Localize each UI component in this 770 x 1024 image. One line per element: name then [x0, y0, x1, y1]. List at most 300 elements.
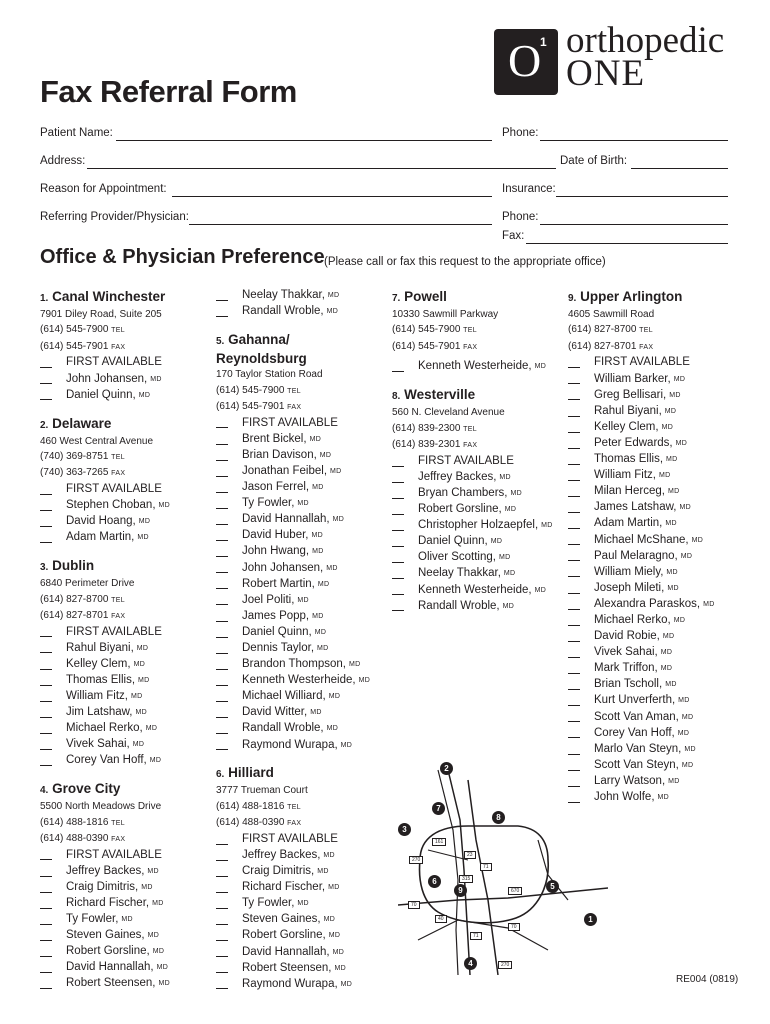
physician-name: Adam Martin,: [66, 531, 135, 544]
physician-option[interactable]: [40, 863, 210, 879]
patient-name-label: Patient Name:: [40, 127, 113, 139]
physician-name: John Hwang,: [242, 545, 310, 558]
checkbox-blank[interactable]: [568, 600, 580, 610]
physician-option[interactable]: [568, 516, 763, 532]
physician-option[interactable]: [568, 613, 763, 629]
physician-option[interactable]: [568, 661, 763, 677]
checkbox-blank[interactable]: [216, 708, 228, 718]
physician-option[interactable]: [40, 689, 210, 705]
physician-option[interactable]: [40, 928, 210, 944]
road-label: 40: [435, 915, 447, 923]
road-label: 270: [498, 961, 512, 969]
physician-name: FIRST AVAILABLE: [242, 416, 338, 429]
location-tel: (614) 827-8700 TEL: [40, 593, 125, 605]
checkbox-blank[interactable]: [40, 915, 52, 925]
phone-field[interactable]: [540, 140, 728, 141]
checkbox-blank[interactable]: [392, 489, 404, 499]
md-suffix: MD: [681, 713, 694, 721]
location-name: 4. Grove City: [40, 781, 121, 797]
physician-option[interactable]: [392, 470, 567, 486]
checkbox-blank[interactable]: [568, 712, 580, 722]
physician-name: FIRST AVAILABLE: [66, 625, 162, 638]
physician-option[interactable]: [568, 645, 763, 661]
physician-option[interactable]: [40, 944, 210, 960]
physician-name: David Hannallah,: [66, 961, 154, 974]
checkbox-blank[interactable]: [40, 485, 52, 495]
physician-name: Oliver Scotting,: [418, 551, 496, 564]
md-suffix: MD: [665, 681, 677, 689]
checkbox-blank[interactable]: [216, 724, 228, 734]
column-3: [392, 288, 567, 614]
physician-option[interactable]: [216, 625, 388, 641]
location-tel: (614) 488-1816 TEL: [216, 800, 301, 812]
physician-option[interactable]: [216, 288, 388, 304]
physician-option[interactable]: [568, 564, 763, 580]
md-suffix: MD: [317, 644, 329, 652]
road-label: 71: [470, 932, 482, 940]
checkbox-blank[interactable]: [216, 915, 228, 925]
physician-option[interactable]: [216, 641, 388, 657]
physician-option[interactable]: [568, 677, 763, 693]
physician-name: FIRST AVAILABLE: [418, 454, 514, 467]
physician-option[interactable]: [40, 705, 210, 721]
checkbox-blank[interactable]: [40, 947, 52, 957]
physician-option[interactable]: [216, 512, 388, 528]
physician-name: Thomas Ellis,: [66, 673, 136, 686]
physician-option[interactable]: [392, 502, 567, 518]
checkbox-blank[interactable]: [216, 435, 228, 445]
physician-option[interactable]: [568, 371, 763, 387]
section-note: (Please call or fax this request to the appropriate office): [324, 256, 606, 268]
checkbox-blank[interactable]: [40, 899, 52, 909]
physician-name: Brian Tscholl,: [594, 678, 663, 691]
patient-name-field[interactable]: [116, 140, 492, 141]
fax-field[interactable]: [526, 243, 728, 244]
checkbox-blank[interactable]: [392, 553, 404, 563]
md-suffix: MD: [503, 570, 516, 578]
md-suffix: MD: [677, 729, 690, 737]
checkbox-blank[interactable]: [392, 505, 404, 515]
checkbox-blank[interactable]: [216, 931, 228, 941]
physician-option[interactable]: [40, 673, 210, 689]
checkbox-blank[interactable]: [568, 680, 580, 690]
physician-option[interactable]: [568, 629, 763, 645]
md-suffix: MD: [703, 600, 715, 608]
reason-field[interactable]: [172, 196, 492, 197]
checkbox-blank[interactable]: [40, 931, 52, 941]
physician-option[interactable]: [392, 518, 567, 534]
md-suffix: MD: [323, 916, 336, 924]
checkbox-blank[interactable]: [392, 362, 404, 372]
first-available-option[interactable]: [216, 832, 388, 848]
map-roads: [398, 760, 608, 975]
checkbox-blank[interactable]: [216, 515, 228, 525]
physician-option[interactable]: [568, 420, 763, 436]
location-gahanna-reynoldsburg: [216, 331, 388, 753]
location-tel: (614) 488-1816 TEL: [40, 816, 125, 828]
checkbox-blank[interactable]: [216, 979, 228, 989]
checkbox-blank[interactable]: [568, 616, 580, 626]
physician-option[interactable]: [392, 486, 567, 502]
physician-option[interactable]: [216, 880, 388, 896]
physician-option[interactable]: [216, 464, 388, 480]
checkbox-blank[interactable]: [216, 579, 228, 589]
address-field[interactable]: [87, 168, 556, 169]
checkbox-blank[interactable]: [216, 595, 228, 605]
referring-field[interactable]: [189, 224, 492, 225]
physician-option[interactable]: [40, 498, 210, 514]
physician-option[interactable]: [40, 737, 210, 753]
map-marker-2: 2: [440, 762, 453, 775]
first-available-option[interactable]: [216, 415, 388, 431]
checkbox-blank[interactable]: [40, 390, 52, 400]
physician-option[interactable]: [392, 566, 567, 582]
physician-option[interactable]: [40, 960, 210, 976]
physician-option[interactable]: [40, 753, 210, 769]
physician-name: Neelay Thakkar,: [242, 289, 325, 302]
md-suffix: MD: [541, 522, 553, 530]
physician-name: David Hannallah,: [242, 513, 330, 526]
checkbox-blank[interactable]: [568, 648, 580, 658]
physician-name: FIRST AVAILABLE: [66, 848, 162, 861]
checkbox-blank[interactable]: [216, 483, 228, 493]
checkbox-blank[interactable]: [568, 471, 580, 481]
checkbox-blank[interactable]: [568, 503, 580, 513]
checkbox-blank[interactable]: [216, 867, 228, 877]
checkbox-blank[interactable]: [568, 407, 580, 417]
physician-option[interactable]: [216, 976, 388, 992]
physician-option[interactable]: [216, 592, 388, 608]
checkbox-blank[interactable]: [216, 660, 228, 670]
checkbox-blank[interactable]: [216, 883, 228, 893]
physician-option[interactable]: [40, 640, 210, 656]
physician-option[interactable]: [568, 452, 763, 468]
checkbox-blank[interactable]: [40, 676, 52, 686]
checkbox-blank[interactable]: [216, 418, 228, 428]
checkbox-blank[interactable]: [40, 643, 52, 653]
md-suffix: MD: [490, 538, 503, 546]
checkbox-blank[interactable]: [216, 467, 228, 477]
md-suffix: MD: [312, 612, 324, 620]
column-2: [216, 288, 388, 993]
checkbox-blank[interactable]: [568, 664, 580, 674]
md-suffix: MD: [661, 423, 674, 431]
checkbox-blank[interactable]: [40, 627, 52, 637]
physician-option[interactable]: [216, 689, 388, 705]
physician-option[interactable]: [40, 371, 210, 387]
md-suffix: MD: [675, 439, 688, 447]
md-suffix: MD: [664, 407, 677, 415]
physician-name: Michael McShane,: [594, 533, 689, 546]
map-marker-3: 3: [398, 823, 411, 836]
md-suffix: MD: [660, 665, 673, 673]
physician-option[interactable]: [216, 848, 388, 864]
physician-name: David Witter,: [242, 706, 308, 719]
checkbox-blank[interactable]: [40, 692, 52, 702]
checkbox-blank[interactable]: [216, 307, 228, 317]
physician-option[interactable]: [40, 657, 210, 673]
checkbox-blank[interactable]: [216, 531, 228, 541]
physician-option[interactable]: [216, 560, 388, 576]
checkbox-blank[interactable]: [568, 358, 580, 368]
md-suffix: MD: [327, 292, 340, 300]
first-available-option[interactable]: [392, 454, 567, 470]
location-fax: (614) 488-0390 FAX: [40, 832, 126, 844]
physician-option[interactable]: [40, 880, 210, 896]
md-suffix: MD: [665, 520, 677, 528]
checkbox-blank[interactable]: [216, 563, 228, 573]
physician-name: Michael Williard,: [242, 690, 326, 703]
location-map: [398, 760, 608, 975]
location-name: 8. Westerville: [392, 387, 476, 403]
first-available-option[interactable]: [568, 355, 763, 371]
checkbox-blank[interactable]: [392, 457, 404, 467]
physician-option[interactable]: [568, 500, 763, 516]
location-dublin: [40, 557, 210, 769]
physician-option[interactable]: [216, 304, 388, 320]
checkbox-blank[interactable]: [568, 567, 580, 577]
md-suffix: MD: [152, 948, 165, 956]
physician-option[interactable]: [216, 721, 388, 737]
checkbox-blank[interactable]: [568, 423, 580, 433]
physician-option[interactable]: [216, 960, 388, 976]
physician-option[interactable]: [568, 484, 763, 500]
phone2-field[interactable]: [540, 224, 728, 225]
checkbox-blank[interactable]: [40, 501, 52, 511]
physician-option[interactable]: [216, 432, 388, 448]
location-address: 4605 Sawmill Road: [568, 309, 655, 320]
checkbox-blank[interactable]: [568, 584, 580, 594]
location-grove-city: [40, 780, 210, 992]
physician-option[interactable]: [392, 359, 567, 375]
checkbox-blank[interactable]: [216, 851, 228, 861]
checkbox-blank[interactable]: [568, 374, 580, 384]
checkbox-blank[interactable]: [392, 537, 404, 547]
road-label: 270: [409, 856, 423, 864]
physician-option[interactable]: [568, 597, 763, 613]
location-fax: (614) 839-2301 FAX: [392, 439, 478, 451]
checkbox-blank[interactable]: [40, 979, 52, 989]
checkbox-blank[interactable]: [392, 569, 404, 579]
checkbox-blank[interactable]: [216, 499, 228, 509]
form-title: Fax Referral Form: [40, 74, 297, 109]
md-suffix: MD: [297, 500, 309, 508]
address-label: Address:: [40, 155, 86, 167]
checkbox-blank[interactable]: [216, 612, 228, 622]
checkbox-blank[interactable]: [568, 455, 580, 465]
checkbox-blank[interactable]: [568, 390, 580, 400]
physician-name: Joseph Mileti,: [594, 581, 665, 594]
physician-name: Ty Fowler,: [242, 897, 295, 910]
checkbox-blank[interactable]: [216, 451, 228, 461]
checkbox-blank[interactable]: [216, 676, 228, 686]
location-tel: (740) 369-8751 TEL: [40, 450, 125, 462]
physician-option[interactable]: [216, 609, 388, 625]
checkbox-blank[interactable]: [392, 521, 404, 531]
checkbox-blank[interactable]: [568, 487, 580, 497]
checkbox-blank[interactable]: [216, 291, 228, 301]
checkbox-blank[interactable]: [392, 585, 404, 595]
md-suffix: MD: [312, 548, 324, 556]
location-address: 3777 Trueman Court: [216, 785, 308, 797]
physician-option[interactable]: [568, 387, 763, 403]
physician-option[interactable]: [216, 673, 388, 689]
checkbox-blank[interactable]: [568, 632, 580, 642]
checkbox-blank[interactable]: [568, 439, 580, 449]
physician-option[interactable]: [40, 514, 210, 530]
checkbox-blank[interactable]: [216, 628, 228, 638]
md-suffix: MD: [158, 502, 171, 510]
physician-option[interactable]: [216, 657, 388, 673]
physician-name: Richard Fischer,: [242, 881, 326, 894]
location-upper-arlington: [568, 288, 763, 806]
road-label: 161: [432, 838, 446, 846]
dob-field[interactable]: [631, 168, 728, 169]
physician-option[interactable]: [568, 709, 763, 725]
physician-option[interactable]: [216, 896, 388, 912]
checkbox-blank[interactable]: [40, 374, 52, 384]
checkbox-blank[interactable]: [568, 728, 580, 738]
physician-option[interactable]: [392, 550, 567, 566]
physician-option[interactable]: [216, 544, 388, 560]
checkbox-blank[interactable]: [40, 850, 52, 860]
physician-option[interactable]: [216, 928, 388, 944]
checkbox-blank[interactable]: [568, 551, 580, 561]
checkbox-blank[interactable]: [40, 724, 52, 734]
physician-option[interactable]: [216, 528, 388, 544]
physician-name: William Fitz,: [594, 469, 656, 482]
physician-option[interactable]: [40, 912, 210, 928]
physician-name: Richard Fischer,: [66, 896, 150, 909]
first-available-option[interactable]: [40, 482, 210, 498]
first-available-option[interactable]: [40, 355, 210, 371]
md-suffix: MD: [534, 363, 547, 371]
location-address: 7901 Diley Road, Suite 205: [40, 309, 162, 320]
checkbox-blank[interactable]: [568, 745, 580, 755]
physician-option[interactable]: [216, 448, 388, 464]
physician-option[interactable]: [392, 582, 567, 598]
physician-name: James Popp,: [242, 609, 310, 622]
physician-name: John Johansen,: [66, 372, 148, 385]
physician-option[interactable]: [40, 721, 210, 737]
checkbox-blank[interactable]: [40, 517, 52, 527]
physician-option[interactable]: [568, 693, 763, 709]
physician-option[interactable]: [568, 725, 763, 741]
physician-name: Alexandra Paraskos,: [594, 597, 701, 610]
physician-name: Bryan Chambers,: [418, 486, 508, 499]
md-suffix: MD: [138, 676, 150, 684]
map-marker-5: 5: [546, 880, 559, 893]
first-available-option[interactable]: [40, 624, 210, 640]
checkbox-blank[interactable]: [40, 740, 52, 750]
physician-option[interactable]: [40, 896, 210, 912]
physician-name: Robert Steensen,: [242, 961, 332, 974]
md-suffix: MD: [332, 516, 345, 524]
physician-name: Raymond Wurapa,: [242, 977, 338, 990]
checkbox-blank[interactable]: [392, 473, 404, 483]
checkbox-blank[interactable]: [40, 883, 52, 893]
physician-name: Brent Bickel,: [242, 432, 307, 445]
checkbox-blank[interactable]: [216, 963, 228, 973]
physician-option[interactable]: [216, 864, 388, 880]
physician-name: Corey Van Hoff,: [594, 726, 675, 739]
md-suffix: MD: [502, 602, 515, 610]
physician-option[interactable]: [392, 534, 567, 550]
physician-option[interactable]: [568, 468, 763, 484]
physician-name: Scott Van Steyn,: [594, 758, 679, 771]
checkbox-blank[interactable]: [216, 899, 228, 909]
physician-option[interactable]: [216, 576, 388, 592]
checkbox-blank[interactable]: [568, 519, 580, 529]
physician-name: Kenneth Westerheide,: [418, 360, 532, 373]
insurance-field[interactable]: [556, 196, 728, 197]
physician-option[interactable]: [568, 581, 763, 597]
physician-name: Joel Politi,: [242, 593, 295, 606]
checkbox-blank[interactable]: [568, 535, 580, 545]
checkbox-blank[interactable]: [216, 692, 228, 702]
physician-option[interactable]: [40, 976, 210, 992]
first-available-option[interactable]: [40, 847, 210, 863]
checkbox-blank[interactable]: [216, 547, 228, 557]
md-suffix: MD: [684, 745, 696, 753]
md-suffix: MD: [323, 851, 335, 859]
road-label: 315: [459, 875, 473, 883]
checkbox-blank[interactable]: [40, 358, 52, 368]
location-hilliard: [216, 764, 388, 992]
checkbox-blank[interactable]: [216, 644, 228, 654]
physician-option[interactable]: [568, 741, 763, 757]
md-suffix: MD: [678, 697, 690, 705]
md-suffix: MD: [658, 472, 671, 480]
checkbox-blank[interactable]: [40, 963, 52, 973]
physician-option[interactable]: [568, 548, 763, 564]
checkbox-blank[interactable]: [216, 835, 228, 845]
physician-option[interactable]: [216, 496, 388, 512]
physician-option[interactable]: [568, 436, 763, 452]
checkbox-blank[interactable]: [216, 740, 228, 750]
checkbox-blank[interactable]: [568, 696, 580, 706]
checkbox-blank[interactable]: [40, 867, 52, 877]
checkbox-blank[interactable]: [40, 533, 52, 543]
physician-option[interactable]: [568, 404, 763, 420]
physician-name: John Johansen,: [242, 561, 324, 574]
physician-name: Milan Herceg,: [594, 485, 665, 498]
physician-option[interactable]: [40, 530, 210, 546]
md-suffix: MD: [149, 757, 162, 765]
physician-option[interactable]: [216, 912, 388, 928]
md-suffix: MD: [358, 677, 371, 685]
physician-option[interactable]: [40, 387, 210, 403]
physician-option[interactable]: [216, 705, 388, 721]
md-suffix: MD: [147, 932, 160, 940]
md-suffix: MD: [310, 709, 322, 717]
fax-label: Fax:: [502, 230, 525, 242]
checkbox-blank[interactable]: [40, 660, 52, 670]
physician-name: William Barker,: [594, 372, 671, 385]
checkbox-blank[interactable]: [40, 756, 52, 766]
physician-option[interactable]: [216, 944, 388, 960]
location-name: 3. Dublin: [40, 558, 95, 574]
checkbox-blank[interactable]: [216, 947, 228, 957]
checkbox-blank[interactable]: [40, 708, 52, 718]
md-suffix: MD: [499, 473, 511, 481]
physician-option[interactable]: [568, 532, 763, 548]
checkbox-blank[interactable]: [392, 601, 404, 611]
physician-option[interactable]: [216, 480, 388, 496]
physician-option[interactable]: [216, 737, 388, 753]
md-suffix: MD: [297, 900, 309, 908]
physician-option[interactable]: [392, 598, 567, 614]
